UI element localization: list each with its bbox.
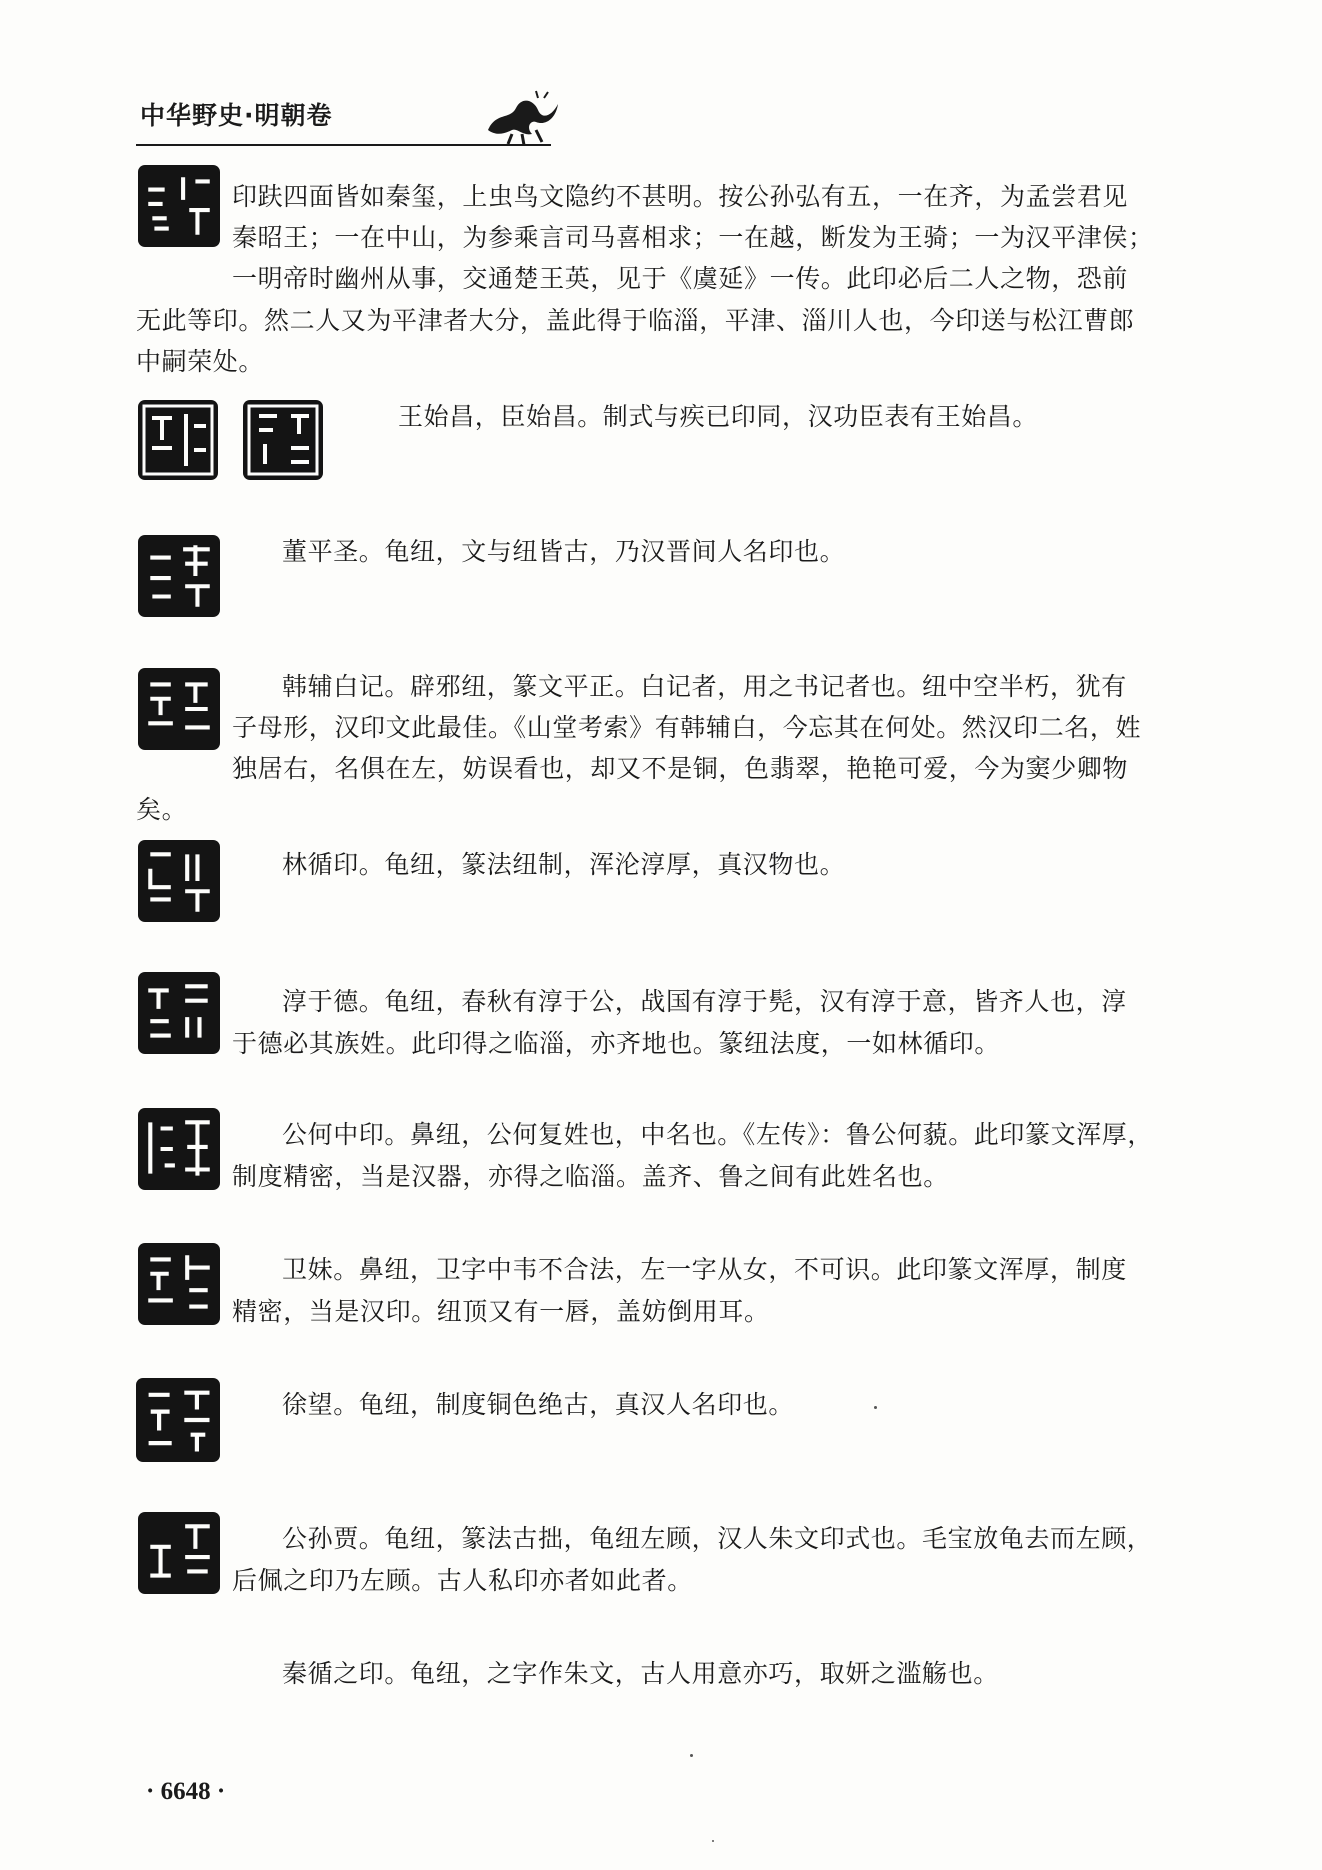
- entry-text-line: 卫妹。鼻纽，卫字中韦不合法，左一字从女，不可识。此印篆文浑厚，制度: [282, 1255, 1127, 1284]
- seal-stamp-icon: [138, 535, 220, 617]
- seal-stamp-icon: [243, 400, 323, 480]
- entry-text-line: 公何中印。鼻纽，公何复姓也，中名也。《左传》：鲁公何藐。此印篆文浑厚，: [282, 1120, 1154, 1149]
- entry-text-line: 韩辅白记。辟邪纽，篆文平正。白记者，用之书记者也。纽中空半朽，犹有: [282, 672, 1127, 701]
- entry-text-line: 淳于德。龟纽，春秋有淳于公，战国有淳于髡，汉有淳于意，皆齐人也，淳: [282, 987, 1127, 1016]
- entry-text-line: 矣。: [136, 795, 188, 824]
- scan-speck: [874, 1406, 877, 1409]
- entry-text-line: 一明帝时幽州从事，交通楚王英，见于《虞延》一传。此印必后二人之物，恐前: [232, 264, 1129, 293]
- dragon-emblem-icon: [482, 90, 564, 148]
- entry-text-line: 无此等印。然二人又为平津者大分，盖此得于临淄，平津、淄川人也，今印送与松江曹郎: [136, 306, 1135, 335]
- entry-text-line: 董平圣。龟纽，文与纽皆古，乃汉晋间人名印也。: [282, 537, 846, 566]
- seal-stamp-icon: [138, 668, 220, 750]
- seal-stamp-icon: [138, 1512, 220, 1594]
- entry-text-line: 于德必其族姓。此印得之临淄，亦齐地也。篆纽法度，一如林循印。: [232, 1029, 1001, 1058]
- entry-text-line: 秦昭王；一在中山，为参乘言司马喜相求；一在越，断发为王骑；一为汉平津侯；: [232, 223, 1154, 252]
- scan-speck: [712, 1840, 714, 1842]
- entry-text-line: 精密，当是汉印。纽顶又有一唇，盖妨倒用耳。: [232, 1297, 770, 1326]
- entry-text-line: 制度精密，当是汉器，亦得之临淄。盖齐、鲁之间有此姓名也。: [232, 1162, 949, 1191]
- entry-text-line: 秦循之印。龟纽，之字作朱文，古人用意亦巧，取妍之滥觞也。: [282, 1659, 999, 1688]
- entry-text-line: 中嗣荣处。: [136, 347, 265, 376]
- seal-stamp-icon: [136, 1378, 220, 1462]
- seal-stamp-icon: [138, 972, 220, 1054]
- seal-stamp-icon: [138, 840, 220, 922]
- entry-text-line: 王始昌，臣始昌。制式与疾已印同，汉功臣表有王始昌。: [398, 402, 1039, 431]
- entry-text-line: 后佩之印乃左顾。古人私印亦者如此者。: [232, 1566, 693, 1595]
- entry-text-line: 徐望。龟纽，制度铜色绝古，真汉人名印也。: [282, 1390, 795, 1419]
- entry-text-line: 公孙贾。龟纽，篆法古拙，龟纽左顾，汉人朱文印式也。毛宝放龟去而左顾，: [282, 1524, 1153, 1553]
- seal-stamp-icon: [138, 1243, 220, 1325]
- entry-text-line: 林循印。龟纽，篆法纽制，浑沦淳厚，真汉物也。: [282, 850, 846, 879]
- page-number: · 6648 ·: [146, 1778, 226, 1805]
- seal-stamp-icon: [138, 165, 220, 247]
- entry-text-line: 独居右，名俱在左，妨误看也，却又不是铜，色翡翠，艳艳可爱，今为窦少卿物: [232, 754, 1129, 783]
- entry-text-line: 印趺四面皆如秦玺，上虫鸟文隐约不甚明。按公孙弘有五，一在齐，为孟尝君见: [232, 182, 1129, 211]
- running-header-title: 中华野史·明朝卷: [140, 101, 333, 130]
- seal-stamp-icon: [138, 1108, 220, 1190]
- scan-speck: [690, 1754, 693, 1757]
- seal-stamp-icon: [138, 400, 218, 480]
- entry-text-line: 子母形，汉印文此最佳。《山堂考索》有韩辅白，今忘其在何处。然汉印二名，姓: [232, 713, 1142, 742]
